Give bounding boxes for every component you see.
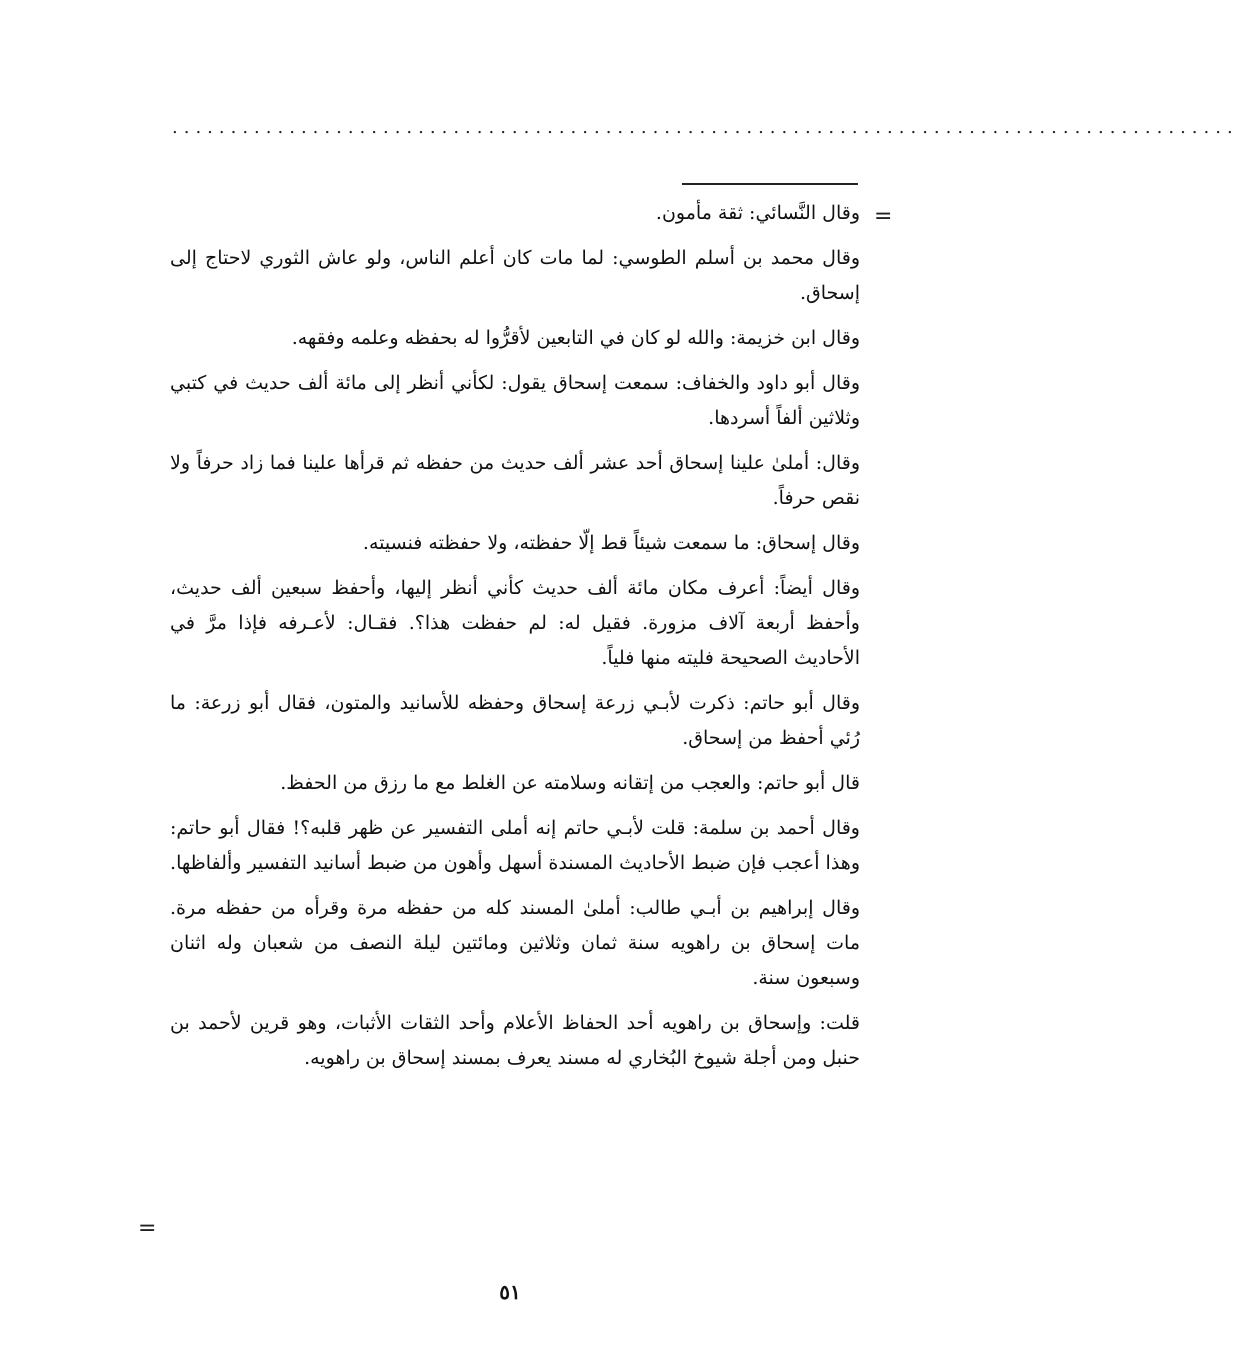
page-number: ٥١ (499, 1280, 521, 1304)
paragraph-ahmad-ibn-salama: وقال أحمد بن سلمة: قلت لأبـي حاتم إنه أملى التفسير عن ظهر قلبه؟! فقال أبو حاتم: وهذا أعجب فإن ضبط الأحاديث المسندة أسهل وأهون من ضبط أسانيد التفسير وألفاظها. (170, 817, 860, 874)
paragraph-dictation: وقال: أملىٰ علينا إسحاق أحد عشر ألف حديث من حفظه ثم قرأها علينا فما زاد حرفاً ولا نقص حرفاً. (170, 452, 860, 509)
paragraph-nasai: وقال النَّسائي: ثقة مأمون. (655, 202, 860, 224)
paragraph-hundred-thousand: وقال أيضاً: أعرف مكان مائة ألف حديث كأني أنظر إليها، وأحفظ سبعين ألف حديث، وأحفظ أربعة آلاف مزورة. فقيل له: لم حفظت هذا؟. فقـال: لأعـرفه فإذا مرَّ في الأحاديث الصحيحة فليته منها فلياً. (170, 577, 860, 669)
paragraph-abu-zura: وقال أبو حاتم: ذكرت لأبـي زرعة إسحاق وحفظه للأسانيد والمتون، فقال أبو زرعة: ما رُئي أحفظ من إسحاق. (170, 692, 860, 749)
continuation-mark-top: = (874, 204, 893, 229)
footnote-text (170, 196, 860, 1086)
continuation-mark-bottom: = (138, 1216, 157, 1241)
paragraph-ibn-khuzayma: وقال ابن خزيمة: والله لو كان في التابعين لأقرُّوا له بحفظه وعلمه وفقهه. (291, 327, 860, 349)
paragraph-abu-hatim: قال أبو حاتم: والعجب من إتقانه وسلامته عن الغلط مع ما رزق من الحفظ. (280, 772, 860, 794)
footnote-rule (682, 183, 858, 185)
paragraph-author-note: قلت: وإسحاق بن راهويه أحد الحفاظ الأعلام وأحد الثقات الأثبات، وهو قرين لأحمد بن حنبل ومن أجلة شيوخ البُخاري له مسند يعرف بمسند إسحاق بن راهويه. (170, 1012, 860, 1069)
paragraph-tusi: وقال محمد بن أسلم الطوسي: لما مات كان أعلم الناس، ولو عاش الثوري لاحتاج إلى إسحاق. (170, 247, 860, 304)
paragraph-abu-dawud: وقال أبو داود والخفاف: سمعت إسحاق يقول: لكأني أنظر إلى مائة ألف حديث في كتبي وثلاثين ألفاً أسردها. (170, 372, 860, 429)
paragraph-ishaq-memory: وقال إسحاق: ما سمعت شيئاً قط إلّا حفظته، ولا حفظته فنسيته. (362, 532, 860, 554)
paragraph-ibrahim-ibn-abi-talib: وقال إبراهيم بن أبـي طالب: أملىٰ المسند كله من حفظه مرة وقرأه من حفظه مرة. مات إسحاق بن راهويه سنة ثمان وثلاثين ومائتين ليلة النصف من شعبان وله اثنان وسبعون سنة. (170, 897, 860, 989)
dotted-separator: ........................................................................................... (172, 117, 1239, 138)
